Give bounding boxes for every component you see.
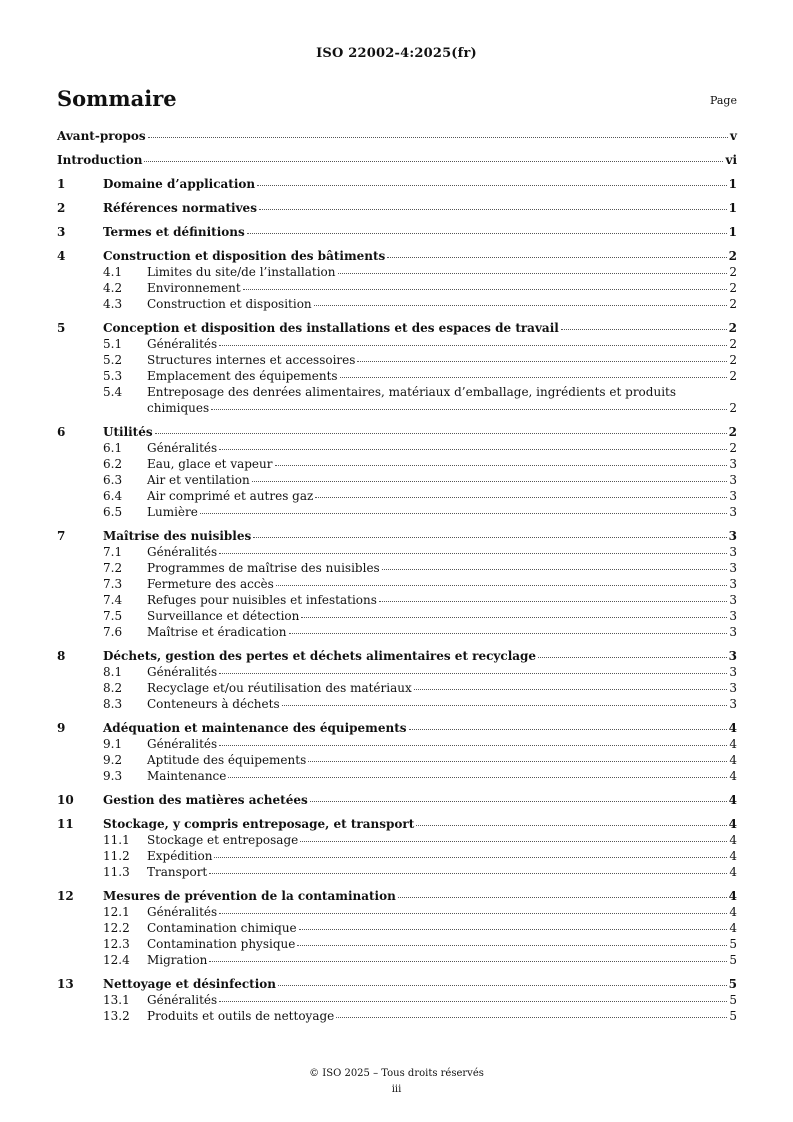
toc-entry-title: Entreposage des denrées alimentaires, matériaux d’emballage, ingrédients et produits [147, 385, 677, 399]
toc-entry-section[interactable] [57, 720, 737, 736]
toc-entry-title: Expédition [147, 849, 213, 863]
toc-entry-title: Généralités [147, 737, 218, 751]
toc-subsection-number: 7.4 [103, 593, 123, 607]
dot-leader [257, 185, 727, 186]
dot-leader [219, 913, 727, 914]
toc-entry-subsection[interactable] [57, 768, 737, 784]
toc-subsection-number: 13.1 [103, 993, 130, 1007]
toc-subsection-number: 7.3 [103, 577, 123, 591]
page-column-label: Page [709, 94, 737, 107]
dot-leader [314, 305, 728, 306]
dot-leader [144, 161, 723, 162]
toc-subsection-number: 13.2 [103, 1009, 130, 1023]
toc-entry-page: 3 [729, 593, 737, 607]
toc-entry-page: 3 [729, 561, 737, 575]
toc-entry-subsection[interactable] [57, 280, 737, 296]
toc-entry-title: Conteneurs à déchets [147, 697, 280, 711]
toc-entry-subsection[interactable] [57, 992, 737, 1008]
toc-entry-subsection[interactable] [57, 864, 737, 880]
toc-entry-title: Fermeture des accès [147, 577, 274, 591]
toc-entry-title: Refuges pour nuisibles et infestations [147, 593, 377, 607]
toc-entry-title: Structures internes et accessoires [147, 353, 356, 367]
toc-entry-subsection[interactable] [57, 752, 737, 768]
dot-leader [398, 897, 727, 898]
toc-entry-title: Nettoyage et désinfection [103, 977, 276, 991]
toc-subsection-number: 5.2 [103, 353, 123, 367]
toc-subsection-number: 11.1 [103, 833, 130, 847]
toc-entry-section[interactable] [57, 648, 737, 664]
dot-leader [243, 289, 728, 290]
toc-entry-page: 1 [728, 177, 737, 191]
toc-subsection-number: 4.1 [103, 265, 123, 279]
dot-leader [282, 705, 728, 706]
toc-entry-page: 3 [729, 545, 737, 559]
dot-leader [211, 409, 727, 410]
toc-entry-page: 5 [729, 953, 737, 967]
toc-entry-page: 5 [728, 977, 737, 991]
toc-subsection-number: 5.1 [103, 337, 123, 351]
toc-entry-section[interactable] [57, 200, 737, 216]
toc-subsection-number: 12.4 [103, 953, 130, 967]
toc-entry-title-continued: chimiques [147, 401, 210, 415]
document-id-header: ISO 22002-4:2025(fr) [316, 46, 477, 61]
toc-entry-subsection[interactable] [57, 576, 737, 592]
dot-leader [409, 729, 727, 730]
toc-entry-title: Mesures de prévention de la contamination [103, 889, 396, 903]
toc-entry-page: 3 [729, 681, 737, 695]
toc-entry-subsection[interactable] [57, 384, 737, 400]
dot-leader [200, 513, 728, 514]
toc-section-number: 1 [57, 177, 66, 191]
toc-entry-title: Généralités [147, 665, 218, 679]
toc-entry-page: 1 [728, 201, 737, 215]
toc-subsection-number: 6.4 [103, 489, 123, 503]
toc-entry-page: 2 [728, 425, 737, 439]
toc-subsection-number: 5.4 [103, 385, 123, 399]
toc-section-number: 7 [57, 529, 66, 543]
dot-leader [214, 857, 727, 858]
toc-entry-subsection[interactable] [57, 264, 737, 280]
toc-section-number: 3 [57, 225, 66, 239]
toc-entry-subsection[interactable] [57, 352, 737, 368]
toc-entry-subsection[interactable] [57, 368, 737, 384]
dot-leader [340, 377, 728, 378]
page-number: iii [391, 1084, 402, 1095]
toc-entry-page: 3 [728, 649, 737, 663]
toc-entry-page: 3 [729, 577, 737, 591]
toc-section-number: 13 [57, 977, 74, 991]
toc-entry-page: 3 [728, 529, 737, 543]
dot-leader [253, 537, 726, 538]
toc-subsection-number: 7.2 [103, 561, 123, 575]
toc-entry-page: 4 [729, 921, 737, 935]
copyright-notice: © ISO 2025 – Tous droits réservés [309, 1068, 484, 1079]
dot-leader [219, 553, 727, 554]
toc-entry-subsection[interactable] [57, 296, 737, 312]
toc-entry-title: Eau, glace et vapeur [147, 457, 273, 471]
toc-entry-front[interactable] [57, 152, 737, 168]
toc-entry-title: Contamination chimique [147, 921, 297, 935]
toc-entry-page: 3 [729, 489, 737, 503]
toc-subsection-number: 6.3 [103, 473, 123, 487]
page-footer [0, 1066, 793, 1098]
toc-section-number: 8 [57, 649, 66, 663]
dot-leader [252, 481, 728, 482]
toc-entry-title: Produits et outils de nettoyage [147, 1009, 335, 1023]
dot-leader [300, 841, 727, 842]
toc-section-number: 11 [57, 817, 74, 831]
toc-entry-page: 4 [729, 833, 737, 847]
toc-entry-title: Emplacement des équipements [147, 369, 338, 383]
toc-entry-front[interactable] [57, 128, 737, 144]
toc-entry-title: Lumière [147, 505, 198, 519]
dot-leader [275, 465, 728, 466]
toc-entry-subsection[interactable] [57, 952, 737, 968]
toc-entry-title: Maintenance [147, 769, 227, 783]
toc-entry-title: Généralités [147, 905, 218, 919]
toc-section-number: 4 [57, 249, 66, 263]
dot-leader [538, 657, 727, 658]
dot-leader [379, 601, 727, 602]
toc-subsection-number: 12.2 [103, 921, 130, 935]
toc-entry-title: Conception et disposition des installations et des espaces de travail [103, 321, 559, 335]
dot-leader [416, 825, 726, 826]
toc-entry-subsection[interactable] [57, 488, 737, 504]
toc-subsection-number: 8.1 [103, 665, 123, 679]
toc-subsection-number: 8.2 [103, 681, 123, 695]
toc-entry-section[interactable] [57, 320, 737, 336]
toc-entry-page: 4 [728, 793, 737, 807]
toc-entry-page: 3 [729, 505, 737, 519]
toc-entry-section[interactable] [57, 248, 737, 264]
dot-leader [310, 801, 727, 802]
toc-entry-subsection[interactable] [57, 544, 737, 560]
toc-subsection-number: 4.2 [103, 281, 123, 295]
toc-entry-title: Construction et disposition [147, 297, 312, 311]
toc-entry-title: Aptitude des équipements [147, 753, 307, 767]
toc-entry-subsection[interactable] [57, 608, 737, 624]
toc-entry-title: Références normatives [103, 201, 257, 215]
toc-entry-page: 2 [728, 249, 737, 263]
toc-entry-title: Contamination physique [147, 937, 296, 951]
toc-section-number: 12 [57, 889, 74, 903]
toc-entry-subsection[interactable] [57, 920, 737, 936]
toc-entry-title: Termes et définitions [103, 225, 245, 239]
toc-entry-title: Migration [147, 953, 208, 967]
toc-entry-title: Environnement [147, 281, 241, 295]
toc-entry-title: Gestion des matières achetées [103, 793, 308, 807]
dot-leader [228, 777, 727, 778]
toc-entry-page: 2 [728, 321, 737, 335]
toc-subsection-number: 9.3 [103, 769, 123, 783]
toc-entry-page: 3 [729, 665, 737, 679]
toc-entry-page: 4 [728, 721, 737, 735]
toc-entry-title: Transport [147, 865, 208, 879]
toc-entry-page: 2 [729, 337, 737, 351]
dot-leader [276, 585, 728, 586]
toc-entry-page: 3 [729, 625, 737, 639]
toc-entry-page: 4 [729, 865, 737, 879]
dot-leader [155, 433, 727, 434]
toc-entry-title: Domaine d’application [103, 177, 256, 191]
dot-leader [209, 961, 727, 962]
toc-entry-subsection[interactable] [57, 592, 737, 608]
toc-entry-title: Air comprimé et autres gaz [147, 489, 314, 503]
toc-section-number: 9 [57, 721, 66, 735]
toc-entry-title: Maîtrise des nuisibles [103, 529, 252, 543]
dot-leader [315, 497, 727, 498]
toc-entry-section[interactable] [57, 424, 737, 440]
toc-entry-section[interactable] [57, 976, 737, 992]
toc-subsection-number: 8.3 [103, 697, 123, 711]
dot-leader [414, 689, 728, 690]
toc-subsection-number: 6.1 [103, 441, 123, 455]
dot-leader [148, 137, 728, 138]
dot-leader [297, 945, 727, 946]
toc-entry-page: 4 [729, 737, 737, 751]
toc-subsection-number: 7.5 [103, 609, 123, 623]
toc-entry-title: Stockage et entreposage [147, 833, 299, 847]
toc-entry-page: 4 [729, 769, 737, 783]
dot-leader [259, 209, 727, 210]
title-row [57, 86, 737, 116]
toc-subsection-number: 12.1 [103, 905, 130, 919]
toc-entry-title: Généralités [147, 441, 218, 455]
page-title: Sommaire [57, 86, 177, 111]
toc-entry-page: 3 [729, 609, 737, 623]
toc-entry-title: Air et ventilation [147, 473, 250, 487]
toc-entry-page: 2 [729, 297, 737, 311]
toc-entry-subsection[interactable] [57, 664, 737, 680]
toc-subsection-number: 6.5 [103, 505, 123, 519]
toc-entry-page: 5 [729, 1009, 737, 1023]
toc-section-number: 10 [57, 793, 74, 807]
toc-entry-page: 2 [729, 281, 737, 295]
toc-entry-subsection[interactable] [57, 624, 737, 640]
toc-entry-subsection[interactable] [57, 696, 737, 712]
toc-entry-page: 4 [728, 889, 737, 903]
toc-entry-title: Avant-propos [57, 129, 146, 143]
dot-leader [308, 761, 727, 762]
toc-entry-subsection[interactable] [57, 1008, 737, 1024]
toc-subsection-number: 7.6 [103, 625, 123, 639]
toc-subsection-number: 5.3 [103, 369, 123, 383]
toc-entry-page: 4 [729, 849, 737, 863]
dot-leader [219, 1001, 727, 1002]
dot-leader [299, 929, 728, 930]
toc-entry-subsection-continued[interactable] [57, 400, 737, 416]
dot-leader [289, 633, 728, 634]
dot-leader [219, 745, 727, 746]
toc-entry-page: 2 [729, 353, 737, 367]
toc-entry-page: 4 [729, 905, 737, 919]
toc-entry-title: Maîtrise et éradication [147, 625, 287, 639]
toc-entry-subsection[interactable] [57, 848, 737, 864]
toc-entry-title: Généralités [147, 993, 218, 1007]
toc-entry-page: 3 [729, 697, 737, 711]
toc-subsection-number: 6.2 [103, 457, 123, 471]
toc-entry-page: 2 [729, 369, 737, 383]
toc-entry-page: vi [725, 153, 737, 167]
dot-leader [382, 569, 728, 570]
toc-entry-subsection[interactable] [57, 832, 737, 848]
table-of-contents [57, 128, 737, 1024]
toc-entry-page: 1 [728, 225, 737, 239]
toc-section-number: 2 [57, 201, 66, 215]
toc-entry-page: 2 [729, 401, 737, 415]
toc-entry-title: Généralités [147, 337, 218, 351]
toc-entry-section[interactable] [57, 224, 737, 240]
toc-subsection-number: 11.3 [103, 865, 130, 879]
toc-entry-page: 2 [729, 265, 737, 279]
toc-entry-subsection[interactable] [57, 456, 737, 472]
dot-leader [357, 361, 727, 362]
dot-leader [336, 1017, 727, 1018]
dot-leader [387, 257, 726, 258]
toc-entry-page: 5 [729, 937, 737, 951]
toc-entry-page: 3 [729, 457, 737, 471]
toc-entry-subsection[interactable] [57, 936, 737, 952]
dot-leader [561, 329, 727, 330]
toc-entry-title: Déchets, gestion des pertes et déchets alimentaires et recyclage [103, 649, 537, 663]
dot-leader [338, 273, 728, 274]
toc-entry-section[interactable] [57, 816, 737, 832]
toc-entry-title: Stockage, y compris entreposage, et transport [103, 817, 415, 831]
dot-leader [219, 345, 727, 346]
toc-subsection-number: 4.3 [103, 297, 123, 311]
toc-entry-section[interactable] [57, 528, 737, 544]
toc-entry-title: Introduction [57, 153, 143, 167]
toc-entry-section[interactable] [57, 792, 737, 808]
toc-entry-title: Construction et disposition des bâtiments [103, 249, 386, 263]
toc-entry-section[interactable] [57, 176, 737, 192]
toc-section-number: 6 [57, 425, 66, 439]
dot-leader [219, 449, 727, 450]
toc-entry-subsection[interactable] [57, 472, 737, 488]
toc-entry-page: 4 [729, 753, 737, 767]
dot-leader [209, 873, 727, 874]
toc-entry-subsection[interactable] [57, 904, 737, 920]
dot-leader [301, 617, 727, 618]
toc-entry-title: Généralités [147, 545, 218, 559]
toc-entry-page: 5 [729, 993, 737, 1007]
toc-entry-subsection[interactable] [57, 736, 737, 752]
toc-entry-subsection[interactable] [57, 504, 737, 520]
toc-subsection-number: 12.3 [103, 937, 130, 951]
toc-section-number: 5 [57, 321, 66, 335]
dot-leader [278, 985, 727, 986]
toc-entry-title: Adéquation et maintenance des équipements [103, 721, 407, 735]
toc-entry-section[interactable] [57, 888, 737, 904]
toc-subsection-number: 7.1 [103, 545, 123, 559]
toc-entry-page: 4 [728, 817, 737, 831]
toc-entry-title: Utilités [103, 425, 153, 439]
toc-entry-subsection[interactable] [57, 680, 737, 696]
dot-leader [219, 673, 727, 674]
toc-entry-subsection[interactable] [57, 560, 737, 576]
dot-leader [247, 233, 727, 234]
toc-entry-page: v [730, 129, 737, 143]
toc-subsection-number: 9.1 [103, 737, 123, 751]
toc-entry-page: 2 [729, 441, 737, 455]
toc-entry-title: Recyclage et/ou réutilisation des matériaux [147, 681, 412, 695]
toc-entry-title: Programmes de maîtrise des nuisibles [147, 561, 380, 575]
toc-subsection-number: 9.2 [103, 753, 123, 767]
toc-entry-subsection[interactable] [57, 440, 737, 456]
toc-entry-page: 3 [729, 473, 737, 487]
toc-entry-subsection[interactable] [57, 336, 737, 352]
toc-entry-title: Limites du site/de l’installation [147, 265, 336, 279]
toc-subsection-number: 11.2 [103, 849, 130, 863]
toc-entry-title: Surveillance et détection [147, 609, 300, 623]
